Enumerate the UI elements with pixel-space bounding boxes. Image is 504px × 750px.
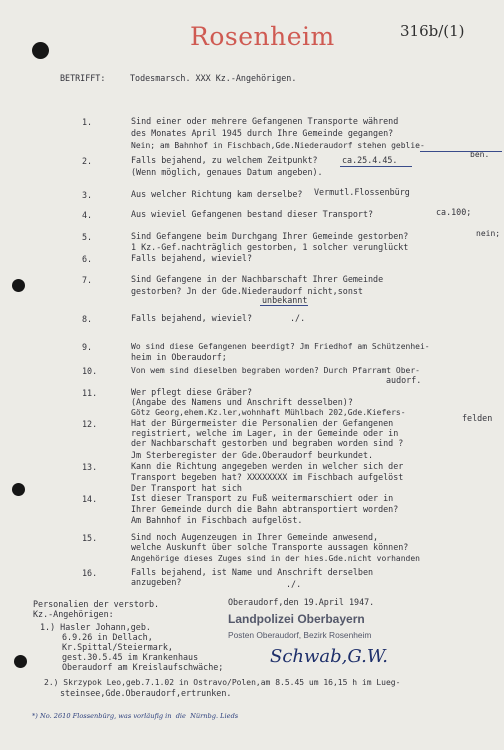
q9-line2: heim in Oberaudorf; (131, 352, 227, 362)
q3-number: 3. (82, 190, 93, 200)
q8-answer: ./. (290, 313, 306, 323)
q15-line2: welche Auskunft über solche Transporte aussagen können? (131, 542, 409, 552)
q1-line2: des Monates April 1945 durch Ihre Gemeinde gegangen? (131, 128, 394, 138)
q9-number: 9. (82, 342, 93, 352)
q2-answer-underline (340, 166, 412, 167)
q12-line2: registriert, welche im Lager, in der Gemeinde oder in (131, 428, 399, 438)
place-date: Oberaudorf,den 19.April 1947. (228, 597, 375, 607)
q12-number: 12. (82, 419, 98, 429)
person1-line2: 6.9.26 in Dellach, (62, 632, 153, 642)
q4-number: 4. (82, 210, 93, 220)
personalien-sub: Kz.-Angehörigen: (33, 609, 114, 619)
q12-line1: Hat der Bürgermeister die Personalien der Gefangenen (131, 418, 394, 428)
q8-number: 8. (82, 314, 93, 324)
q13-number: 13. (82, 462, 98, 472)
q11-line1: Wer pflegt diese Gräber? (131, 387, 253, 397)
q14-line1: Ist dieser Transport zu Fuß weitermarschiert oder in (131, 493, 394, 503)
q3-line1: Aus welcher Richtung kam derselbe? (131, 189, 303, 199)
q5-number: 5. (82, 232, 93, 242)
stamp-line2: Posten Oberaudorf, Bezirk Rosenheim (228, 630, 372, 640)
q16-number: 16. (82, 568, 98, 578)
file-number: 316b/(1) (400, 22, 465, 40)
subject-text: Todesmarsch. XXX Kz.-Angehörigen. (130, 73, 297, 83)
q1-number: 1. (82, 117, 93, 127)
q5-line1: Sind Gefangene beim Durchgang Ihrer Gemeinde gestorben? (131, 231, 409, 241)
q16-answer: ./. (286, 579, 302, 589)
q15-line1: Sind noch Augenzeugen in Ihrer Gemeinde anwesend, (131, 532, 379, 542)
handwritten-note: *) No. 2610 Flossenbürg, was vorläufig in die Nürnbg. Lieds (32, 712, 239, 720)
q13-line3: Der Transport hat sich (131, 483, 242, 493)
q15-answer: Angehörige dieses Zuges sind in der hies.Gde.nicht vorhanden (131, 554, 420, 563)
q7-answer-underline (260, 305, 308, 306)
q4-line1: Aus wieviel Gefangenen bestand dieser Transport? (131, 209, 374, 219)
signature: Schwab,G.W. (270, 646, 388, 667)
q3-answer: Vermutl.Flossenbürg (314, 187, 410, 197)
person1-line4: gest.30.5.45 im Krankenhaus (62, 652, 199, 662)
q1-answer: Nein; am Bahnhof in Fischbach,Gde.Niederaudorf stehen geblie- (131, 141, 425, 150)
punch-hole-lower (12, 483, 25, 496)
q16-line2: anzugeben? (131, 577, 182, 587)
q7-line2: gestorben? Jn der Gde.Niederaudorf nicht,sonst (131, 286, 363, 296)
q7-line1: Sind Gefangene in der Nachbarschaft Ihrer Gemeinde (131, 274, 384, 284)
q6-line1: Falls bejahend, wieviel? (131, 253, 253, 263)
q1-answer-underline (420, 151, 502, 152)
q14-number: 14. (82, 494, 98, 504)
q15-number: 15. (82, 533, 98, 543)
q10-answer-cont: audorf. (386, 375, 422, 385)
subject-label: BETRIFFT: (60, 73, 106, 83)
person1-line1: 1.) Hasler Johann,geb. (40, 622, 151, 632)
punch-hole-top (32, 42, 49, 59)
stamp-line1: Landpolizei Oberbayern (228, 612, 365, 626)
q13-line2: Transport begeben hat? XXXXXXXX im Fischbach aufgelöst (131, 472, 404, 482)
q16-line1: Falls bejahend, ist Name und Anschrift derselben (131, 567, 374, 577)
q10-number: 10. (82, 366, 98, 376)
q7-answer: unbekannt (262, 295, 308, 305)
punch-hole-middle (12, 279, 25, 292)
person1-line3: Kr.Spittal/Steiermark, (62, 642, 173, 652)
q11-line2: (Angabe des Namens und Anschrift desselben)? (131, 397, 353, 407)
q1-answer-cont: ben. (470, 150, 490, 159)
q13-line1: Kann die Richtung angegeben werden in welcher sich der (131, 461, 404, 471)
handwritten-title: Rosenheim (190, 22, 335, 51)
q12-line3: der Nachbarschaft gestorben und begraben worden sind ? (131, 438, 404, 448)
q11-answer-cont: felden (462, 413, 493, 423)
q4-answer: ca.100; (436, 207, 472, 217)
q2-number: 2. (82, 156, 93, 166)
q6-number: 6. (82, 254, 93, 264)
personalien-label: Personalien der verstorb. (33, 599, 160, 609)
person2-line2: steinsee,Gde.Oberaudorf,ertrunken. (60, 688, 232, 698)
q5-answer-cont: 1 Kz.-Gef.nachträglich gestorben, 1 solcher verunglückt (131, 242, 409, 252)
q2-line2: (Wenn möglich, genaues Datum angeben). (131, 167, 323, 177)
q12-answer: Jm Sterberegister der Gde.Oberaudorf beurkundet. (131, 450, 374, 460)
punch-hole-bottom (14, 655, 27, 668)
person2-line1: 2.) Skrzypok Leo,geb.7.1.02 in Ostravo/Polen,am 8.5.45 um 16,15 h im Lueg- (44, 678, 401, 687)
q2-line1: Falls bejahend, zu welchem Zeitpunkt? (131, 155, 318, 165)
q1-line1: Sind einer oder mehrere Gefangenen Transporte während (131, 116, 399, 126)
person1-line5: Oberaudorf am Kreislaufschwäche; (62, 662, 224, 672)
q10-line1: Von wem sind dieselben begraben worden? Durch Pfarramt Ober- (131, 366, 420, 375)
q11-answer: Götz Georg,ehem.Kz.ler,wohnhaft Mühlbach 202,Gde.Kiefers- (131, 408, 406, 417)
q2-answer: ca.25.4.45. (342, 155, 398, 165)
q8-line1: Falls bejahend, wieviel? (131, 313, 253, 323)
q11-number: 11. (82, 388, 98, 398)
q14-answer: Am Bahnhof in Fischbach aufgelöst. (131, 515, 303, 525)
q14-line2: Ihrer Gemeinde durch die Bahn abtransportiert worden? (131, 504, 399, 514)
q7-number: 7. (82, 275, 93, 285)
q5-answer: nein; (476, 229, 501, 238)
q9-line1: Wo sind diese Gefangenen beerdigt? Jm Friedhof am Schützenhei- (131, 342, 430, 351)
